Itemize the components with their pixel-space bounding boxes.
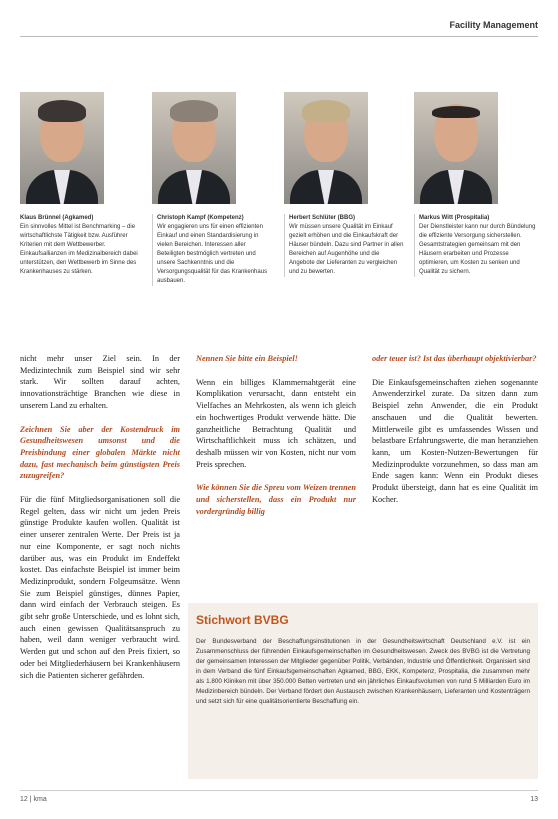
person-name: Klaus Brünnel (Agkamed) — [20, 215, 94, 221]
portrait-photo — [152, 92, 236, 204]
info-box-text: Der Bundesverband der Beschaffungsinstitutionen in der Gesundheitswirtschaft Deutschland e.V. ist ein Zusammenschluss der führenden Einkaufsgemeinschaften im Gesundheitswesen. Zweck des BVBG ist die Vertretung der gemeinsamen Interessen der Mitglieder gegenüber Politik, Verbänden, Industrie und Öffentlichkeit. Organisiert sind in dem Verband die fünf Einkaufsgemeinschaften Agkamed, BBG, EKK, Kompetenz, Prospitalia, die zusammen mehr als 1.800 Kliniken mit über 350.000 Betten vertreten und ein jährliches Einkaufsvolumen von rund 5 Milliarden Euro im Medizinbereich bündeln. Der Verband fördert den Austausch zwischen Krankenhäusern, Lieferanten und Kostenträgern und setzt sich für eine qualitätsorientierte Beschaffung ein. — [196, 638, 530, 705]
portrait-photo — [20, 92, 104, 204]
person-card — [284, 92, 406, 277]
person-caption — [284, 214, 406, 277]
portrait-photo — [414, 92, 498, 204]
body-paragraph: Die Einkaufsgemeinschaften ziehen sogenannte Anwenderzirkel zurate. Da sitzen dann zum Beispiel zehn Anwender, die ein Produkt anschauen und die Qualität bewerten. Mittlerweile gibt es umfassendes Wissen und belastbare Erfahrungswerte, die man heranziehen kann, um Kosten-Nutzen-Bewertungen für Medizinprodukte vorzunehmen, so dass man am Ende sagen kann: Wenn ein Produkt dieses Produkt übersteigt, dann hat es eine Qualität im Kocher. — [372, 377, 538, 504]
info-box — [188, 603, 538, 779]
person-card — [152, 92, 274, 286]
interview-question: Nennen Sie bitte ein Beispiel! — [196, 354, 298, 363]
interview-question: Zeichnen Sie aber der Kostendruck im Gesundheitswesen umsonst und die Preisbindung einer globalen Märkte nicht dazu, fast mechanisch beim günstigsten Preis zuzugreifen? — [20, 424, 180, 481]
body-paragraph: Wenn ein billiges Klammernahtgerät eine Komplikation verursacht, dann entsteht ein Vielfaches an Mehrkosten, als wenn ich gleich ein hochwertiges Produkt verwende hätte. Die ganzheitliche Betrachtung Qualität und Wirtschaftlichkeit muss ich schätzen, und deshalb müssen wir von Kosten, nicht nur vom Preis sprechen. — [196, 377, 356, 469]
info-box-title: Stichwort BVBG — [196, 613, 289, 627]
text-column-1 — [20, 353, 180, 693]
person-card — [20, 92, 142, 277]
person-caption — [20, 214, 142, 277]
section-title: Facility Management — [449, 20, 538, 30]
body-paragraph: Für die fünf Mitgliedsorganisationen soll die Regel gelten, dass wir nicht um jeden Preis günstige Produkte kaufen wollen. Qualität ist einer unserer zentralen Werte. Der Preis ist ja nur eine Komponente, er sagt noch nichts darüber aus, was ein Produkt im Endeffekt kostet. Das einfachste Beispiel ist immer beim Medizinprodukt, sondern Folgeumsätze. Wenn Sie zum Beispiel günstiges, dünnes Papier, dann wird einfach der Verbrauch steigen. Es gibt sehr große Unterschiede, und es lohnt sich, auch einen gewissen Qualitätsanspruch zu haben, weil dann weniger verbraucht wird. Werden gut und schon auf den Preis fixiert, so oder bei Mitgliederhäusern bei Krankenhäusern sich die Patienten sicherer gefährden. — [20, 495, 180, 680]
page-header — [0, 20, 558, 40]
person-quote: Wir engagieren uns für einen effizienten Einkauf und einen Standardisierung in vielen Bereichen. Interessen aller Beteiligten bestmöglich vertreten und unsere Sachkenntnis und die Versorgungsqualität für das Krankenhaus ausbauen. — [157, 224, 268, 284]
text-column-2 — [196, 353, 356, 529]
person-name: Markus Witt (Prospitalia) — [419, 215, 490, 221]
page-number: 13 — [530, 796, 538, 803]
footer-left: 12 | kma — [20, 796, 47, 803]
interview-question: oder teuer ist? Ist das überhaupt objektivierbar? — [372, 354, 537, 363]
interview-question: Wie können Sie die Spreu vom Weizen trennen und sicherstellen, dass ein Produkt nur vordergründig billig — [196, 483, 356, 516]
person-quote: Ein sinnvolles Mittel ist Benchmarking – die wirtschaftlichste Tätigkeit bzw. Ausführer Kriterien mit dem Wettbewerber. Einkaufsallianzen im Medizinalbereich dabei unterstützen, den Wettbewerb im Sinne des Krankenhauses zu stärken. — [20, 224, 138, 275]
person-name: Christoph Kampf (Kompetenz) — [157, 215, 244, 221]
text-column-3 — [372, 353, 538, 517]
person-caption — [152, 214, 274, 286]
person-quote: Wir müssen unsere Qualität im Einkauf gezielt erhöhen und die Einkaufskraft der Häuser bündeln. Dazu sind Partner in allen Bereichen auf Augenhöhe und die Angebote der Lieferanten zu vergleichen und zu bewerten. — [289, 224, 404, 275]
person-card — [414, 92, 536, 277]
people-strip — [20, 92, 538, 332]
person-name: Herbert Schlüter (BBG) — [289, 215, 356, 221]
header-rule — [20, 36, 538, 37]
footer-rule — [20, 790, 538, 791]
portrait-photo — [284, 92, 368, 204]
person-quote: Der Dienstleister kann nur durch Bündelung die effiziente Versorgung sicherstellen. Gesamtstrategien gemeinsam mit den Häusern erarbeiten und Prozesse optimieren, um Kosten zu senken und Qualität zu sichern. — [419, 224, 536, 275]
person-caption — [414, 214, 536, 277]
body-paragraph: nicht mehr unser Ziel sein. In der Medizintechnik zum Beispiel sind wir sehr stark. Wir sollten darauf achten, innovationsträchtige Branchen wie diese in unserem Land zu erhalten. — [20, 354, 180, 410]
